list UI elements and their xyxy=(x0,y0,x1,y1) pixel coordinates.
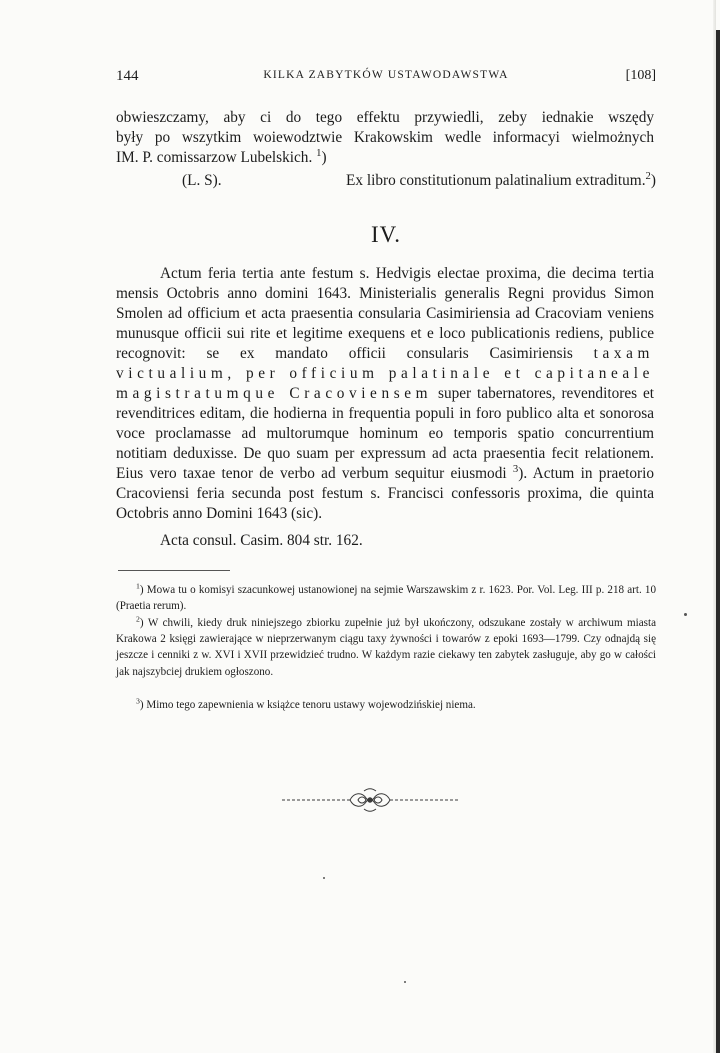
paragraph-text: super tabernatores, revenditores et revenditrices editam, die hodierna in frequentia populi in foro publico alta et sonorosa voce proclamasse ad multorumque hominum eo temporis spatio concurrentium notitiam deduxisse. De quo suam per expressum ad acta praesentia fecit relationem. Eius vero taxae tenor de verbo ad verbum sequitur eiusmodi xyxy=(116,385,654,482)
source-note-text: Ex libro constitutionum palatinalium extraditum. xyxy=(346,172,646,189)
paragraph-text: Actum feria tertia ante festum s. Hedvigis electae proxima, die decima tertia mensis Octobris anno domini 1643. Ministerialis generalis Regni providus Simon Smolen ad officium et acta praesentia consularia Casimiriensia ad Cracoviam veniens munusque officii sui rite et legitime exequens et e loco publicationis rediens, publice recognovit: se ex mandato officii consularis Casimiriensis xyxy=(116,265,654,362)
page-header xyxy=(116,68,656,88)
scan-edge xyxy=(716,30,720,1053)
running-title: KILKA ZABYTKÓW USTAWODAWSTWA xyxy=(263,69,509,81)
text-line xyxy=(116,148,654,168)
footnote-ref[interactable]: 1 xyxy=(316,146,322,159)
footnote xyxy=(116,615,656,680)
footnote-ref[interactable]: 2 xyxy=(645,169,651,182)
seal-line xyxy=(116,169,656,192)
footnote-text: ) W chwili, kiedy druk niniejszego zbiorku zupełnie już był ukończony, odszukane zostały w archiwum miasta Krakowa 2 księgi zawierające w nieprzerwanym ciągu taxy żywności i towarów z epoki 1693—1799. Czy odnajdą się jeszcze i cenniki z w. XVI i XVII przewidzieć trudno. W każdym razie ciekawy ten zabytek zasługuje, aby go w całości jak najszybciej drukiem ogłoszono. xyxy=(116,617,656,678)
source-note xyxy=(316,169,656,190)
footnote-mark: 2 xyxy=(136,614,140,624)
paragraph-main xyxy=(116,264,654,524)
print-speck xyxy=(323,877,325,879)
paragraph-continuation xyxy=(116,108,654,168)
footnote xyxy=(116,697,656,713)
original-page-number: [108] xyxy=(625,68,656,83)
citation-line: Acta consul. Casim. 804 str. 162. xyxy=(160,532,363,549)
footnote-ref-close: ) xyxy=(321,149,327,166)
page-number: 144 xyxy=(116,68,139,84)
locus-sigilli: (L. S). xyxy=(182,172,222,189)
footnote xyxy=(116,582,656,614)
footnote-mark: 3 xyxy=(136,696,140,706)
text-line-content: IM. P. comissarzow Lubelskich. xyxy=(116,149,313,166)
print-speck xyxy=(684,613,687,616)
print-speck xyxy=(404,981,406,983)
spaced-emphasis: taxam victualium, per officium palatinale et capitaneale magistratumque Cracoviensem xyxy=(116,345,654,402)
footnote-divider xyxy=(118,570,230,571)
paragraph-text: ). Actum in praetorio Cracoviensi feria secunda post festum s. Francisci confessoris proxima, die quinta Octobris anno Domini 1643 (sic). xyxy=(116,465,655,522)
footnote-ref-close: ) xyxy=(650,172,656,189)
text-line: obwieszczamy, aby ci do tego effektu przywiedli, zeby iednakie wszędy xyxy=(116,109,654,126)
section-heading: IV. xyxy=(370,222,402,247)
footnote-mark: 1 xyxy=(136,581,140,591)
footnote-ref[interactable]: 3 xyxy=(512,462,519,475)
fleuron-ornament-icon xyxy=(280,788,460,812)
footnote-text: ) Mowa tu o komisyi szacunkowej ustanowionej na sejmie Warszawskim z r. 1623. Por. Vol. Leg. III p. 218 art. 10 (Praetia rerum). xyxy=(116,584,656,613)
text-line: były po wszytkim woiewodztwie Krakowskim wedle informacyi wielmożnych xyxy=(116,129,654,146)
footnote-text: ) Mimo tego zapewnienia w książce tenoru ustawy wojewodzińskiej niema. xyxy=(139,699,476,711)
